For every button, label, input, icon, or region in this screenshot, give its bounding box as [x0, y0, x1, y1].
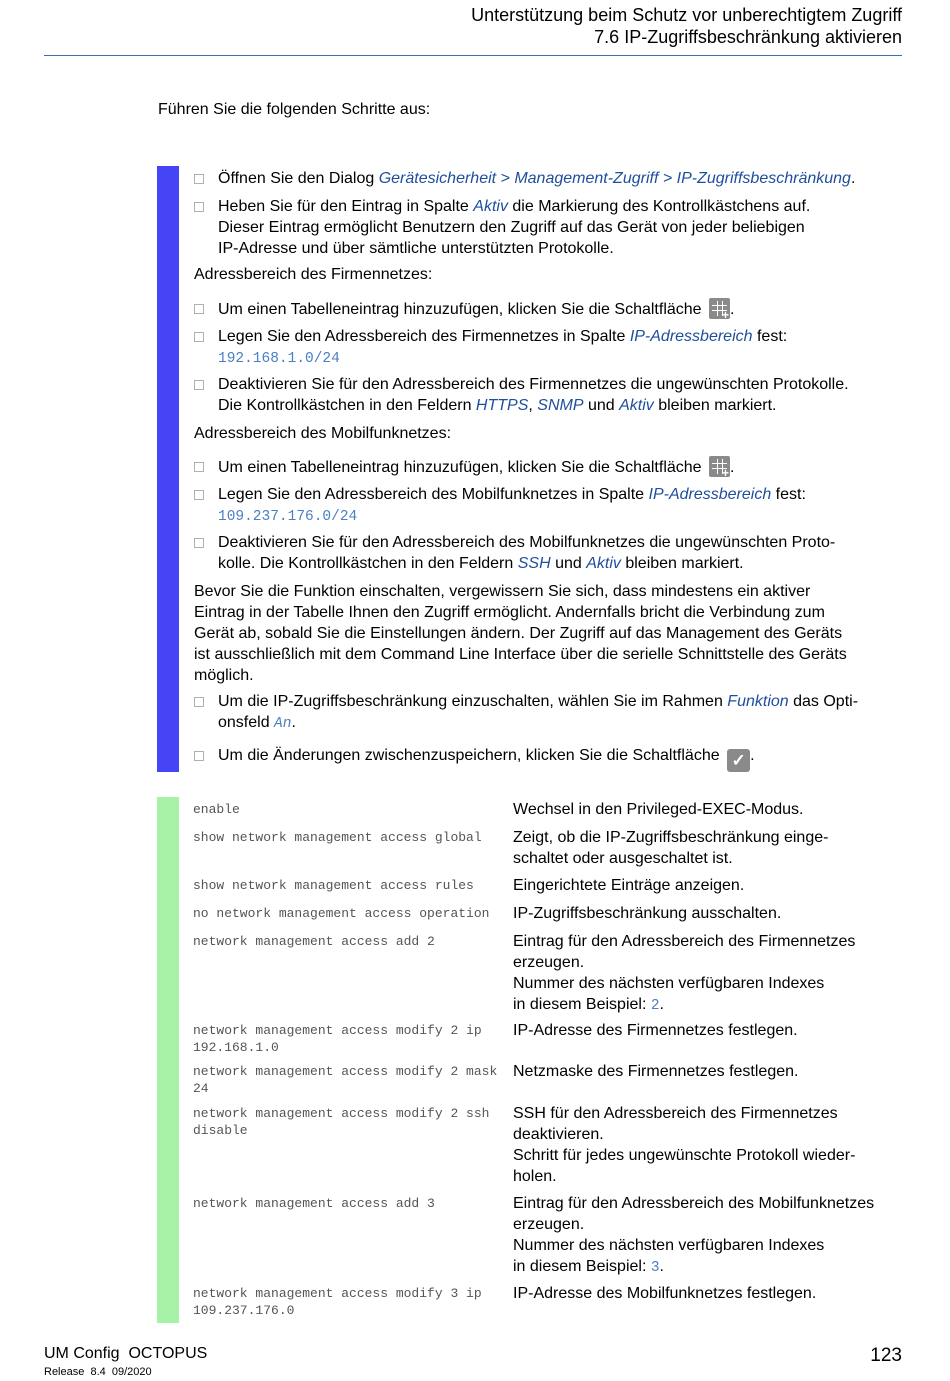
footer-title: UM Config OCTOPUS — [44, 1345, 208, 1362]
column-aktiv-ref: Aktiv — [473, 198, 508, 215]
cli-description: Eintrag für den Adressbereich des Firmennetzes erzeugen. Nummer des nächsten verfügbaren Indexes in diesem Beispiel: 2. — [513, 933, 856, 1014]
heading-company-network: Adressbereich des Firmennetzes: — [194, 266, 433, 283]
cli-command: network management access add 3 — [193, 1196, 435, 1211]
header-section: 7.6 IP-Zugriffsbeschränkung aktivieren — [594, 27, 902, 47]
cli-command: network management access modify 2 ip 192.168.1.0 — [193, 1023, 482, 1055]
cli-command: network management access modify 2 mask 24 — [193, 1064, 498, 1096]
index-value: 2 — [650, 998, 660, 1014]
cli-description: Wechsel in den Privileged-EXEC-Modus. — [513, 801, 804, 818]
cli-command: show network management access global — [193, 830, 482, 845]
cli-description: SSH für den Adressbereich des Firmennetzes deaktivieren. Schritt für jedes ungewünschte Protokoll wieder- holen. — [513, 1105, 856, 1185]
column-ip-range-ref: IP-Adressbereich — [648, 486, 772, 503]
cli-section-bar — [157, 797, 179, 1323]
step-checkbox-icon — [194, 332, 204, 342]
step-checkbox-icon — [194, 174, 204, 184]
step-open-dialog: Öffnen Sie den Dialog Gerätesicherheit > Management-Zugriff > IP-Zugriffsbeschränkung. — [194, 168, 904, 189]
page-number: 123 — [870, 1345, 902, 1366]
heading-mobile-network: Adressbereich des Mobilfunknetzes: — [194, 425, 452, 442]
step-checkbox-icon — [194, 490, 204, 500]
option-an-value: An — [274, 716, 292, 732]
mobile-range-value: 109.237.176.0/24 — [218, 509, 358, 525]
cli-description: Zeigt, ob die IP-Zugriffsbeschränkung einge- schaltet oder ausgeschaltet ist. — [513, 829, 829, 867]
save-check-icon[interactable]: ✓ — [727, 749, 750, 772]
step-checkbox-icon — [194, 697, 204, 707]
cli-command: enable — [193, 802, 240, 817]
field-ssh-ref: SSH — [517, 555, 551, 572]
dialog-path-link[interactable]: Gerätesicherheit > Management-Zugriff > IP-Zugriffsbeschränkung — [378, 170, 851, 187]
footer-document-info — [44, 1345, 207, 1381]
step-checkbox-icon — [194, 202, 204, 212]
column-ip-range-ref: IP-Adressbereich — [629, 328, 753, 345]
index-value: 3 — [650, 1260, 660, 1276]
step-checkbox-icon — [194, 304, 204, 314]
cli-command: network management access modify 3 ip 109.237.176.0 — [193, 1286, 482, 1318]
company-range-value: 192.168.1.0/24 — [218, 351, 340, 367]
header-chapter: Unterstützung beim Schutz vor unberechtigtem Zugriff — [471, 5, 902, 25]
field-https-ref: HTTPS — [475, 397, 529, 414]
field-aktiv-ref: Aktiv — [619, 397, 654, 414]
step-checkbox-icon — [194, 462, 204, 472]
step-checkbox-icon — [194, 380, 204, 390]
header-rule — [44, 55, 902, 56]
step-add-entry-company: Um einen Tabelleneintrag hinzuzufügen, klicken Sie die Schaltfläche +. — [194, 298, 904, 320]
intro-text: Führen Sie die folgenden Schritte aus: — [158, 101, 431, 118]
add-table-entry-icon[interactable] — [709, 298, 730, 319]
step-save-changes: Um die Änderungen zwischenzuspeichern, klicken Sie die Schaltfläche ✓ . — [194, 745, 904, 772]
cli-description: IP-Adresse des Firmennetzes festlegen. — [513, 1022, 798, 1039]
warning-paragraph: Bevor Sie die Funktion einschalten, vergewissern Sie sich, dass mindestens ein aktiver Eintrag in der Tabelle Ihnen den Zugriff ermöglicht. Andernfalls bricht die Verbindung zum Gerät ab, sobald Sie die Einstellungen ändern. Der Zugriff auf das Management des Geräts ist ausschließlich mit dem Command Line Interface über die serielle Schnittstelle des Geräts möglich. — [194, 583, 847, 684]
step-disable-protocols-mobile: Deaktivieren Sie für den Adressbereich des Mobilfunknetzes die ungewünschten Proto- kolle. Die Kontrollkästchen in den Feldern SSH und Aktiv bleiben markiert. — [194, 532, 904, 574]
footer-release: Release 8.4 09/2020 — [44, 1366, 152, 1378]
step-checkbox-icon — [194, 538, 204, 548]
step-add-entry-mobile: Um einen Tabelleneintrag hinzuzufügen, klicken Sie die Schaltfläche +. — [194, 456, 904, 478]
cli-command: no network management access operation — [193, 906, 490, 921]
add-table-entry-icon[interactable] — [709, 456, 730, 477]
step-disable-protocols-company: Deaktivieren Sie für den Adressbereich des Firmennetzes die ungewünschten Protokolle. Die Kontrollkästchen in den Feldern HTTPS, SNMP und Aktiv bleiben markiert. — [194, 374, 904, 416]
field-aktiv-ref: Aktiv — [586, 555, 621, 572]
cli-command: show network management access rules — [193, 878, 474, 893]
step-set-range-mobile: Legen Sie den Adressbereich des Mobilfunknetzes in Spalte IP-Adressbereich fest: 109.237.176.0/24 — [194, 484, 904, 528]
cli-description: Eingerichtete Einträge anzeigen. — [513, 877, 745, 894]
step-checkbox-icon — [194, 751, 204, 761]
step-enable-function: Um die IP-Zugriffsbeschränkung einzuschalten, wählen Sie im Rahmen Funktion das Opti- onsfeld An. — [194, 691, 904, 735]
frame-funktion-ref: Funktion — [727, 693, 789, 710]
cli-description: Netzmaske des Firmennetzes festlegen. — [513, 1063, 799, 1080]
cli-description: Eintrag für den Adressbereich des Mobilfunknetzes erzeugen. Nummer des nächsten verfügbaren Indexes in diesem Beispiel: 3. — [513, 1195, 875, 1276]
step-uncheck-active: Heben Sie für den Eintrag in Spalte Aktiv die Markierung des Kontrollkästchens auf. Dieser Eintrag ermöglicht Benutzern den Zugriff auf das Gerät von jeder beliebigen IP-Adresse und über sämtliche unterstützten Protokolle. — [194, 196, 904, 259]
cli-description: IP-Zugriffsbeschränkung ausschalten. — [513, 905, 782, 922]
field-snmp-ref: SNMP — [537, 397, 584, 414]
cli-command: network management access modify 2 ssh disable — [193, 1106, 490, 1138]
step-set-range-company: Legen Sie den Adressbereich des Firmennetzes in Spalte IP-Adressbereich fest: 192.168.1.0/24 — [194, 326, 904, 370]
cli-command: network management access add 2 — [193, 934, 435, 949]
gui-section-bar — [157, 166, 179, 772]
cli-description: IP-Adresse des Mobilfunknetzes festlegen. — [513, 1285, 817, 1302]
